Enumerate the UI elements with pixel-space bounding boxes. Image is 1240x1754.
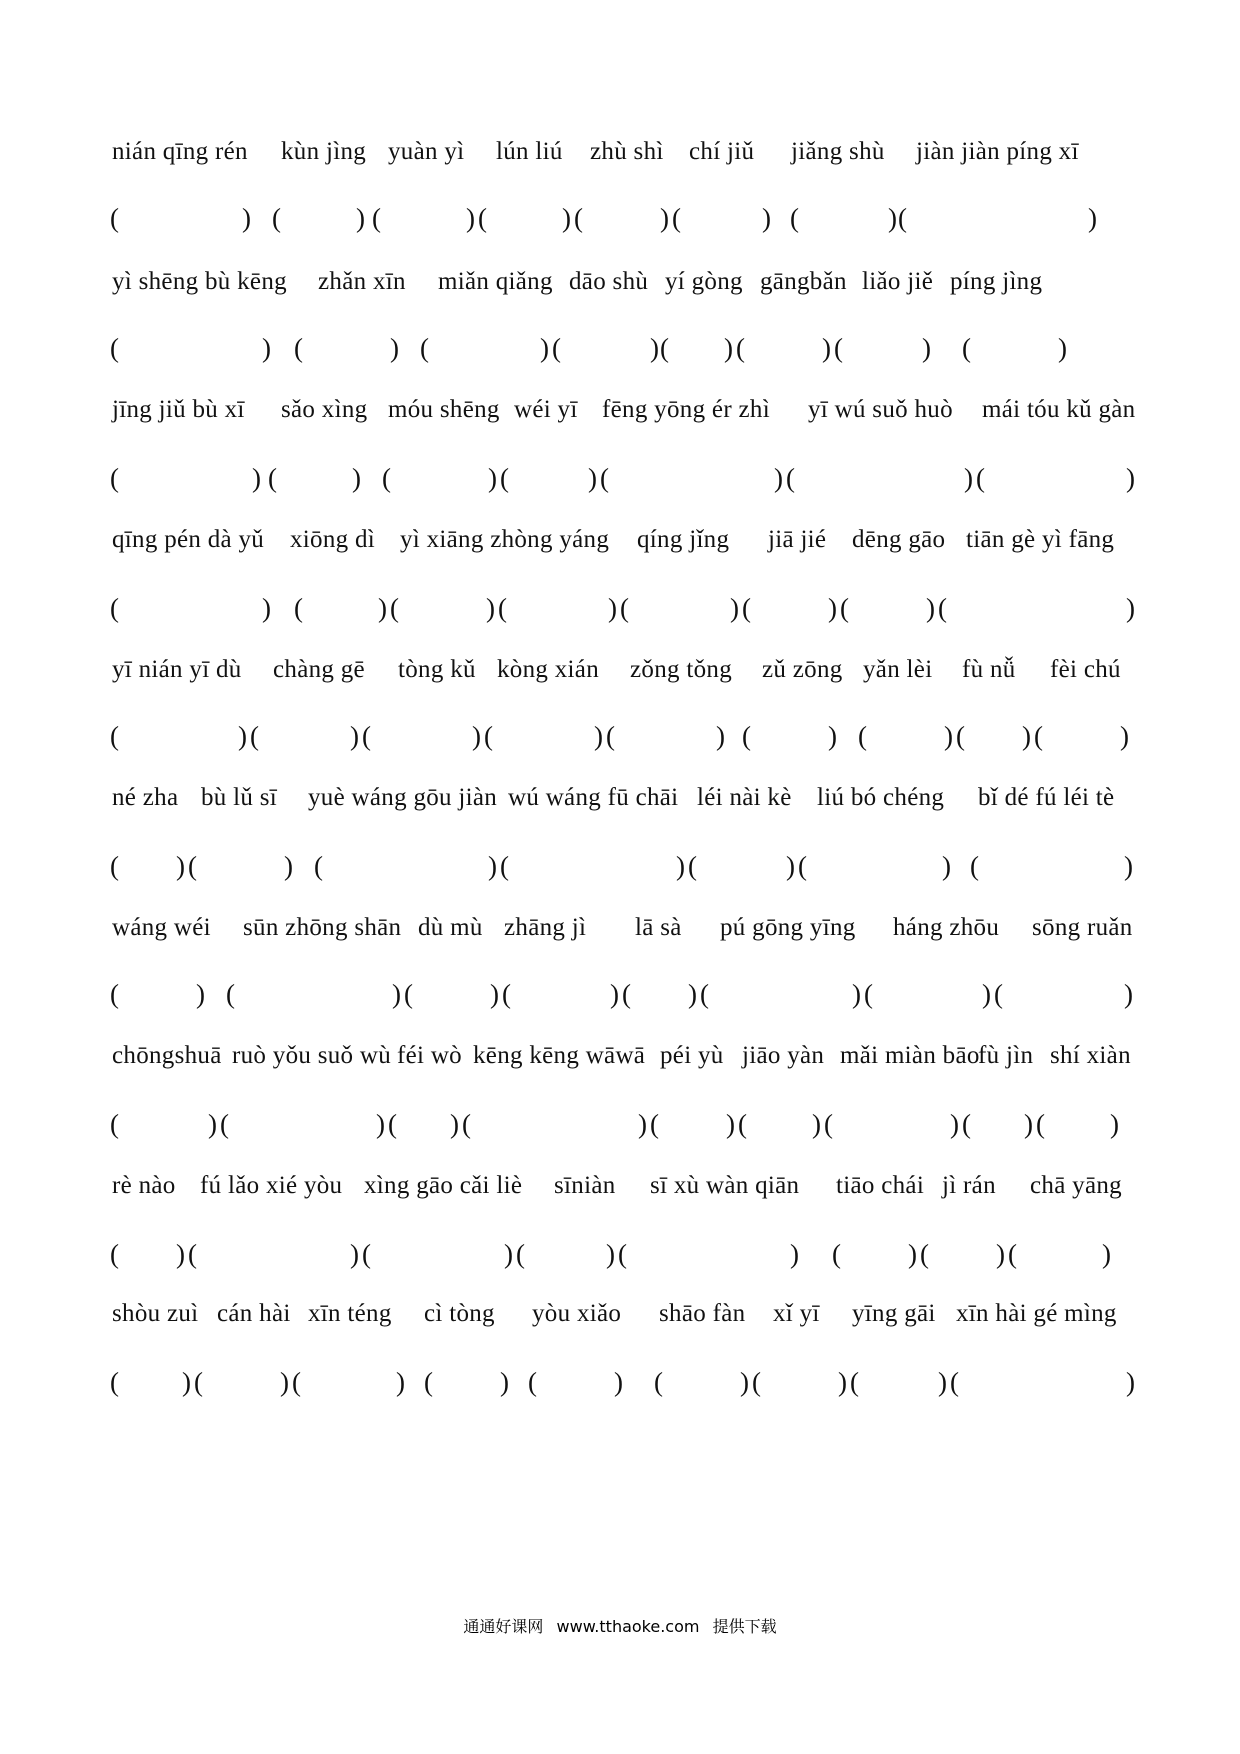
pinyin-word: ruò yǒu suǒ wù bbox=[232, 1042, 392, 1069]
answer-bracket-close: ) bbox=[504, 1239, 513, 1269]
pinyin-word: yīng gāi bbox=[852, 1300, 936, 1327]
answer-bracket-close: ) bbox=[1126, 1367, 1135, 1397]
pinyin-word: shí xiàn bbox=[1050, 1042, 1131, 1069]
pinyin-word: shòu zuì bbox=[112, 1300, 199, 1327]
pinyin-row bbox=[0, 778, 1240, 818]
answer-bracket-close: ) bbox=[1022, 721, 1031, 751]
answer-bracket-open: ( bbox=[920, 1239, 929, 1269]
answer-bracket-open: ( bbox=[938, 593, 947, 623]
answer-bracket-open: ( bbox=[110, 593, 119, 623]
pinyin-word: háng zhōu bbox=[893, 914, 1000, 941]
answer-bracket-open: ( bbox=[250, 721, 259, 751]
answer-bracket-open: ( bbox=[786, 463, 795, 493]
answer-bracket-open: ( bbox=[700, 979, 709, 1009]
answer-bracket-close: ) bbox=[588, 463, 597, 493]
answer-bracket-open: ( bbox=[502, 979, 511, 1009]
answer-bracket-close: ) bbox=[838, 1367, 847, 1397]
answer-bracket-close: ) bbox=[606, 1239, 615, 1269]
answer-bracket-open: ( bbox=[404, 979, 413, 1009]
pinyin-word: píng jìng bbox=[950, 268, 1043, 295]
answer-bracket-close: ) bbox=[660, 203, 669, 233]
pinyin-word: jiàn jiàn píng xī bbox=[916, 138, 1079, 165]
answer-bracket-open: ( bbox=[672, 203, 681, 233]
pinyin-word: yī wú suǒ huò bbox=[808, 396, 953, 423]
answer-bracket-open: ( bbox=[424, 1367, 433, 1397]
answer-row bbox=[0, 1362, 1240, 1402]
pinyin-word: lún liú bbox=[496, 138, 563, 165]
answer-bracket-close: ) bbox=[176, 851, 185, 881]
answer-bracket-close: ) bbox=[638, 1109, 647, 1139]
answer-bracket-open: ( bbox=[388, 1109, 397, 1139]
answer-bracket-close: ) bbox=[1102, 1239, 1111, 1269]
page-footer bbox=[0, 1614, 1240, 1637]
pinyin-word: mǎi miàn bāo bbox=[840, 1042, 980, 1069]
answer-bracket-close: ) bbox=[716, 721, 725, 751]
answer-bracket-open: ( bbox=[528, 1367, 537, 1397]
answer-bracket-close: ) bbox=[262, 333, 271, 363]
answer-bracket-close: ) bbox=[774, 463, 783, 493]
answer-bracket-open: ( bbox=[382, 463, 391, 493]
answer-bracket-open: ( bbox=[478, 203, 487, 233]
answer-bracket-open: ( bbox=[516, 1239, 525, 1269]
answer-bracket-open: ( bbox=[1034, 721, 1043, 751]
answer-bracket-close: ) bbox=[196, 979, 205, 1009]
answer-bracket-open: ( bbox=[976, 463, 985, 493]
pinyin-row bbox=[0, 262, 1240, 302]
pinyin-word: léi nài kè bbox=[697, 784, 792, 811]
pinyin-word: zǒng tǒng bbox=[630, 656, 732, 683]
pinyin-word: fù jìn bbox=[978, 1042, 1034, 1069]
answer-bracket-close: ) bbox=[944, 721, 953, 751]
answer-bracket-open: ( bbox=[292, 1367, 301, 1397]
pinyin-word: péi yù bbox=[660, 1042, 724, 1069]
answer-bracket-open: ( bbox=[898, 203, 907, 233]
answer-bracket-close: ) bbox=[1110, 1109, 1119, 1139]
pinyin-word: yòu xiǎo bbox=[532, 1300, 622, 1327]
answer-bracket-open: ( bbox=[314, 851, 323, 881]
answer-bracket-close: ) bbox=[488, 851, 497, 881]
answer-bracket-close: ) bbox=[1124, 979, 1133, 1009]
pinyin-word: zhù shì bbox=[590, 138, 664, 165]
answer-bracket-close: ) bbox=[982, 979, 991, 1009]
answer-row bbox=[0, 1104, 1240, 1144]
answer-bracket-open: ( bbox=[484, 721, 493, 751]
answer-bracket-close: ) bbox=[562, 203, 571, 233]
answer-bracket-open: ( bbox=[500, 463, 509, 493]
answer-bracket-open: ( bbox=[110, 333, 119, 363]
pinyin-word: yì xiāng zhòng yáng bbox=[400, 526, 610, 553]
answer-bracket-open: ( bbox=[420, 333, 429, 363]
pinyin-word: bǐ dé fú léi tè bbox=[978, 784, 1115, 811]
answer-bracket-close: ) bbox=[356, 203, 365, 233]
answer-bracket-close: ) bbox=[450, 1109, 459, 1139]
pinyin-word: dēng gāo bbox=[852, 526, 946, 553]
answer-bracket-open: ( bbox=[272, 203, 281, 233]
pinyin-word: fēng yōng ér zhì bbox=[602, 396, 770, 423]
answer-bracket-close: ) bbox=[828, 593, 837, 623]
answer-bracket-open: ( bbox=[742, 721, 751, 751]
pinyin-word: dù mù bbox=[418, 914, 483, 941]
pinyin-word: xǐ yī bbox=[773, 1300, 820, 1327]
answer-bracket-close: ) bbox=[488, 463, 497, 493]
pinyin-word: wéi yī bbox=[514, 396, 578, 423]
answer-bracket-open: ( bbox=[1008, 1239, 1017, 1269]
answer-bracket-close: ) bbox=[1124, 851, 1133, 881]
pinyin-word: qīng pén dà yǔ bbox=[112, 526, 265, 553]
pinyin-row bbox=[0, 1036, 1240, 1076]
footer-url[interactable]: www.tthaoke.com bbox=[556, 1617, 700, 1636]
answer-bracket-open: ( bbox=[962, 1109, 971, 1139]
answer-bracket-open: ( bbox=[654, 1367, 663, 1397]
answer-bracket-open: ( bbox=[194, 1367, 203, 1397]
pinyin-word: yī nián yī dù bbox=[112, 656, 242, 683]
answer-bracket-close: ) bbox=[888, 203, 897, 233]
pinyin-word: chōngshuā bbox=[112, 1042, 222, 1069]
answer-bracket-close: ) bbox=[726, 1109, 735, 1139]
pinyin-row bbox=[0, 1294, 1240, 1334]
pinyin-word: dāo shù bbox=[569, 268, 649, 295]
pinyin-word: chā yāng bbox=[1030, 1172, 1122, 1199]
answer-bracket-close: ) bbox=[280, 1367, 289, 1397]
answer-bracket-open: ( bbox=[188, 1239, 197, 1269]
answer-bracket-open: ( bbox=[110, 851, 119, 881]
answer-row bbox=[0, 458, 1240, 498]
answer-bracket-open: ( bbox=[220, 1109, 229, 1139]
pinyin-word: yí gòng bbox=[665, 268, 743, 295]
answer-bracket-close: ) bbox=[500, 1367, 509, 1397]
answer-bracket-open: ( bbox=[110, 1239, 119, 1269]
answer-bracket-close: ) bbox=[942, 851, 951, 881]
answer-bracket-open: ( bbox=[552, 333, 561, 363]
answer-bracket-open: ( bbox=[226, 979, 235, 1009]
answer-bracket-close: ) bbox=[950, 1109, 959, 1139]
answer-bracket-open: ( bbox=[372, 203, 381, 233]
pinyin-word: fú lǎo xié yòu bbox=[200, 1172, 343, 1199]
pinyin-word: pú gōng yīng bbox=[720, 914, 856, 941]
pinyin-word: tiān gè yì fāng bbox=[966, 526, 1115, 553]
answer-bracket-close: ) bbox=[650, 333, 659, 363]
answer-bracket-open: ( bbox=[1036, 1109, 1045, 1139]
pinyin-word: xīn téng bbox=[308, 1300, 392, 1327]
pinyin-row bbox=[0, 908, 1240, 948]
answer-bracket-open: ( bbox=[660, 333, 669, 363]
pinyin-word: yuè wáng gōu jiàn bbox=[308, 784, 498, 811]
pinyin-word: lā sà bbox=[635, 914, 682, 941]
answer-bracket-open: ( bbox=[110, 203, 119, 233]
answer-bracket-close: ) bbox=[926, 593, 935, 623]
answer-bracket-open: ( bbox=[600, 463, 609, 493]
answer-bracket-close: ) bbox=[350, 1239, 359, 1269]
pinyin-word: qíng jǐng bbox=[637, 526, 730, 553]
answer-bracket-close: ) bbox=[922, 333, 931, 363]
answer-bracket-close: ) bbox=[182, 1367, 191, 1397]
pinyin-word: sōng ruǎn bbox=[1032, 914, 1133, 941]
answer-bracket-open: ( bbox=[858, 721, 867, 751]
pinyin-row bbox=[0, 650, 1240, 690]
answer-bracket-close: ) bbox=[176, 1239, 185, 1269]
pinyin-word: liǎo jiě bbox=[862, 268, 934, 295]
answer-bracket-open: ( bbox=[950, 1367, 959, 1397]
answer-bracket-close: ) bbox=[352, 463, 361, 493]
pinyin-word: sūn zhōng shān bbox=[243, 914, 402, 941]
answer-bracket-close: ) bbox=[376, 1109, 385, 1139]
answer-bracket-open: ( bbox=[752, 1367, 761, 1397]
answer-bracket-open: ( bbox=[462, 1109, 471, 1139]
footer-site-name: 通通好课网 bbox=[463, 1617, 544, 1636]
answer-bracket-close: ) bbox=[242, 203, 251, 233]
answer-bracket-open: ( bbox=[622, 979, 631, 1009]
answer-bracket-close: ) bbox=[964, 463, 973, 493]
answer-bracket-open: ( bbox=[188, 851, 197, 881]
answer-bracket-close: ) bbox=[466, 203, 475, 233]
answer-bracket-open: ( bbox=[864, 979, 873, 1009]
answer-bracket-close: ) bbox=[852, 979, 861, 1009]
answer-bracket-close: ) bbox=[608, 593, 617, 623]
answer-bracket-close: ) bbox=[378, 593, 387, 623]
pinyin-word: né zha bbox=[112, 784, 179, 811]
answer-bracket-close: ) bbox=[472, 721, 481, 751]
answer-bracket-close: ) bbox=[1088, 203, 1097, 233]
answer-bracket-open: ( bbox=[738, 1109, 747, 1139]
pinyin-row bbox=[0, 520, 1240, 560]
answer-bracket-close: ) bbox=[996, 1239, 1005, 1269]
answer-bracket-open: ( bbox=[110, 1109, 119, 1139]
pinyin-word: gāngbǎn bbox=[760, 268, 847, 295]
answer-bracket-close: ) bbox=[252, 463, 261, 493]
answer-bracket-close: ) bbox=[812, 1109, 821, 1139]
answer-bracket-close: ) bbox=[396, 1367, 405, 1397]
pinyin-word: chàng gē bbox=[273, 656, 365, 683]
pinyin-word: yǎn lèi bbox=[863, 656, 933, 683]
answer-bracket-close: ) bbox=[1058, 333, 1067, 363]
answer-bracket-close: ) bbox=[594, 721, 603, 751]
answer-bracket-open: ( bbox=[390, 593, 399, 623]
answer-bracket-open: ( bbox=[824, 1109, 833, 1139]
pinyin-word: yuàn yì bbox=[388, 138, 465, 165]
answer-bracket-close: ) bbox=[1126, 463, 1135, 493]
answer-bracket-close: ) bbox=[740, 1367, 749, 1397]
answer-bracket-close: ) bbox=[284, 851, 293, 881]
answer-bracket-close: ) bbox=[676, 851, 685, 881]
answer-bracket-close: ) bbox=[262, 593, 271, 623]
answer-bracket-open: ( bbox=[840, 593, 849, 623]
answer-bracket-close: ) bbox=[790, 1239, 799, 1269]
pinyin-word: tiāo chái bbox=[836, 1172, 925, 1199]
answer-bracket-close: ) bbox=[610, 979, 619, 1009]
answer-bracket-close: ) bbox=[762, 203, 771, 233]
answer-bracket-close: ) bbox=[392, 979, 401, 1009]
pinyin-row bbox=[0, 1166, 1240, 1206]
pinyin-word: xīn hài gé mìng bbox=[956, 1300, 1117, 1327]
answer-bracket-open: ( bbox=[620, 593, 629, 623]
pinyin-word: jiā jié bbox=[768, 526, 827, 553]
answer-bracket-open: ( bbox=[110, 979, 119, 1009]
pinyin-word: xìng gāo cǎi liè bbox=[364, 1172, 523, 1199]
answer-bracket-close: ) bbox=[238, 721, 247, 751]
answer-bracket-close: ) bbox=[938, 1367, 947, 1397]
answer-bracket-open: ( bbox=[500, 851, 509, 881]
pinyin-word: rè nào bbox=[112, 1172, 176, 1199]
pinyin-word: jiāo yàn bbox=[742, 1042, 825, 1069]
answer-row bbox=[0, 588, 1240, 628]
pinyin-word: wáng wéi bbox=[112, 914, 211, 941]
answer-bracket-open: ( bbox=[110, 463, 119, 493]
pinyin-word: kùn jìng bbox=[281, 138, 367, 165]
answer-bracket-open: ( bbox=[834, 333, 843, 363]
answer-bracket-open: ( bbox=[294, 333, 303, 363]
answer-bracket-open: ( bbox=[498, 593, 507, 623]
answer-bracket-open: ( bbox=[650, 1109, 659, 1139]
pinyin-word: cán hài bbox=[217, 1300, 291, 1327]
pinyin-word: mái tóu kǔ gàn bbox=[982, 396, 1136, 423]
answer-bracket-close: ) bbox=[828, 721, 837, 751]
pinyin-word: zǔ zōng bbox=[762, 656, 843, 683]
answer-bracket-open: ( bbox=[832, 1239, 841, 1269]
answer-bracket-close: ) bbox=[490, 979, 499, 1009]
answer-bracket-open: ( bbox=[742, 593, 751, 623]
answer-bracket-open: ( bbox=[956, 721, 965, 751]
answer-bracket-close: ) bbox=[208, 1109, 217, 1139]
answer-row bbox=[0, 716, 1240, 756]
answer-bracket-open: ( bbox=[268, 463, 277, 493]
answer-bracket-close: ) bbox=[786, 851, 795, 881]
answer-bracket-close: ) bbox=[390, 333, 399, 363]
pinyin-word: zhāng jì bbox=[504, 914, 587, 941]
pinyin-word: nián qīng rén bbox=[112, 138, 248, 165]
pinyin-word: jīng jiǔ bù xī bbox=[112, 396, 245, 423]
pinyin-word: yì shēng bù kēng bbox=[112, 268, 287, 295]
answer-bracket-close: ) bbox=[908, 1239, 917, 1269]
answer-bracket-close: ) bbox=[350, 721, 359, 751]
pinyin-word: sǎo xìng bbox=[281, 396, 368, 423]
answer-row bbox=[0, 846, 1240, 886]
answer-bracket-open: ( bbox=[110, 1367, 119, 1397]
pinyin-word: fèi chú bbox=[1050, 656, 1121, 683]
answer-row bbox=[0, 328, 1240, 368]
pinyin-word: bù lǔ sī bbox=[201, 784, 278, 811]
answer-bracket-close: ) bbox=[1126, 593, 1135, 623]
answer-bracket-open: ( bbox=[110, 721, 119, 751]
pinyin-word: sīniàn bbox=[554, 1172, 616, 1199]
answer-row bbox=[0, 198, 1240, 238]
answer-bracket-open: ( bbox=[688, 851, 697, 881]
answer-row bbox=[0, 1234, 1240, 1274]
answer-bracket-close: ) bbox=[688, 979, 697, 1009]
pinyin-word: sī xù wàn qiān bbox=[650, 1172, 800, 1199]
answer-bracket-open: ( bbox=[790, 203, 799, 233]
pinyin-word: kòng xián bbox=[497, 656, 599, 683]
pinyin-word: féi wò bbox=[397, 1042, 462, 1069]
answer-bracket-open: ( bbox=[606, 721, 615, 751]
pinyin-word: jiǎng shù bbox=[791, 138, 885, 165]
answer-bracket-close: ) bbox=[1024, 1109, 1033, 1139]
answer-bracket-close: ) bbox=[724, 333, 733, 363]
answer-bracket-open: ( bbox=[362, 721, 371, 751]
answer-bracket-open: ( bbox=[962, 333, 971, 363]
pinyin-word: liú bó chéng bbox=[817, 784, 945, 811]
answer-bracket-open: ( bbox=[850, 1367, 859, 1397]
pinyin-word: shāo fàn bbox=[659, 1300, 746, 1327]
answer-bracket-close: ) bbox=[540, 333, 549, 363]
pinyin-word: móu shēng bbox=[388, 396, 500, 423]
answer-bracket-open: ( bbox=[618, 1239, 627, 1269]
answer-bracket-open: ( bbox=[994, 979, 1003, 1009]
pinyin-word: xiōng dì bbox=[290, 526, 376, 553]
answer-bracket-close: ) bbox=[1120, 721, 1129, 751]
footer-note: 提供下载 bbox=[712, 1617, 777, 1636]
pinyin-word: chí jiǔ bbox=[689, 138, 755, 165]
pinyin-word: zhǎn xīn bbox=[318, 268, 406, 295]
pinyin-row bbox=[0, 390, 1240, 430]
pinyin-word: wú wáng fū chāi bbox=[508, 784, 679, 811]
pinyin-word: miǎn qiǎng bbox=[438, 268, 553, 295]
answer-row bbox=[0, 974, 1240, 1014]
pinyin-word: fù nǚ bbox=[962, 656, 1016, 683]
pinyin-row bbox=[0, 132, 1240, 172]
answer-bracket-open: ( bbox=[970, 851, 979, 881]
answer-bracket-open: ( bbox=[574, 203, 583, 233]
answer-bracket-close: ) bbox=[486, 593, 495, 623]
answer-bracket-open: ( bbox=[294, 593, 303, 623]
pinyin-word: jì rán bbox=[942, 1172, 996, 1199]
answer-bracket-open: ( bbox=[362, 1239, 371, 1269]
answer-bracket-close: ) bbox=[730, 593, 739, 623]
pinyin-word: tòng kǔ bbox=[398, 656, 476, 683]
pinyin-word: cì tòng bbox=[424, 1300, 495, 1327]
answer-bracket-open: ( bbox=[798, 851, 807, 881]
answer-bracket-open: ( bbox=[736, 333, 745, 363]
answer-bracket-close: ) bbox=[614, 1367, 623, 1397]
pinyin-word: kēng kēng wāwā bbox=[473, 1042, 646, 1069]
answer-bracket-close: ) bbox=[822, 333, 831, 363]
